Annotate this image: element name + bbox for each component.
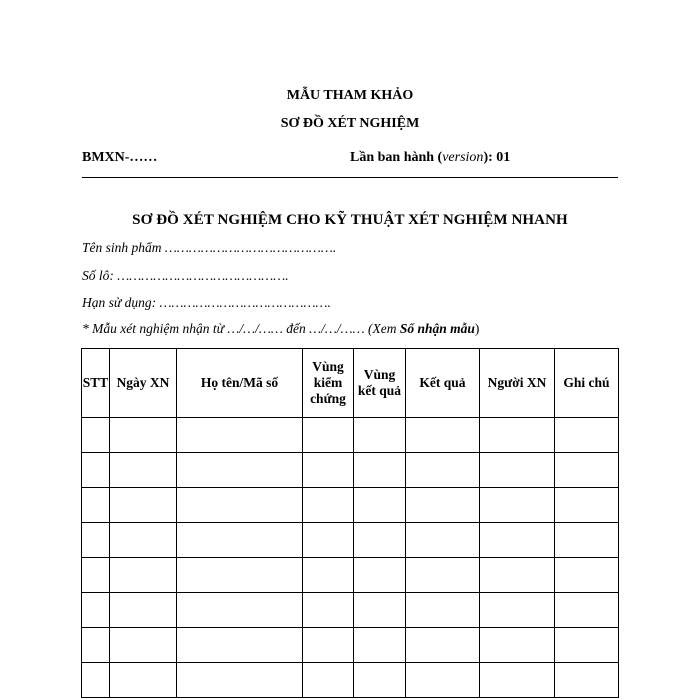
sample-note-suffix: ) bbox=[474, 321, 480, 336]
table-cell[interactable] bbox=[303, 663, 354, 698]
table-cell[interactable] bbox=[406, 628, 480, 663]
table-cell[interactable] bbox=[480, 558, 555, 593]
table-cell[interactable] bbox=[354, 558, 406, 593]
edition-number: ): 01 bbox=[483, 150, 511, 165]
table-cell[interactable] bbox=[110, 523, 177, 558]
edition-label: Lần ban hành ( bbox=[350, 150, 443, 165]
table-cell[interactable] bbox=[354, 523, 406, 558]
col-header-test-date: Ngày XN bbox=[110, 349, 177, 418]
table-cell[interactable] bbox=[354, 488, 406, 523]
table-cell[interactable] bbox=[406, 488, 480, 523]
table-cell[interactable] bbox=[354, 628, 406, 663]
table-cell[interactable] bbox=[110, 628, 177, 663]
table-cell[interactable] bbox=[303, 593, 354, 628]
table-cell[interactable] bbox=[82, 628, 110, 663]
table-cell[interactable] bbox=[303, 523, 354, 558]
table-cell[interactable] bbox=[555, 628, 619, 663]
table-cell[interactable] bbox=[406, 593, 480, 628]
col-header-stt: STT bbox=[82, 349, 110, 418]
table-cell[interactable] bbox=[480, 418, 555, 453]
table-cell[interactable] bbox=[303, 453, 354, 488]
table-cell[interactable] bbox=[555, 418, 619, 453]
table-cell[interactable] bbox=[82, 663, 110, 698]
col-header-name-code: Họ tên/Mã số bbox=[177, 349, 303, 418]
table-cell[interactable] bbox=[82, 488, 110, 523]
section-title: SƠ ĐỒ XÉT NGHIỆM CHO KỸ THUẬT XÉT NGHIỆM NHANH bbox=[132, 212, 568, 228]
expiry-field: Hạn sử dụng: ……………………………………. bbox=[82, 295, 331, 310]
table-cell[interactable] bbox=[555, 558, 619, 593]
table-row bbox=[82, 488, 619, 523]
table-cell[interactable] bbox=[354, 418, 406, 453]
table-cell[interactable] bbox=[177, 418, 303, 453]
table-cell[interactable] bbox=[177, 488, 303, 523]
table-cell[interactable] bbox=[354, 663, 406, 698]
table-cell[interactable] bbox=[177, 453, 303, 488]
table-cell[interactable] bbox=[406, 418, 480, 453]
table-cell[interactable] bbox=[303, 418, 354, 453]
table-cell[interactable] bbox=[177, 558, 303, 593]
table-cell[interactable] bbox=[480, 663, 555, 698]
table-cell[interactable] bbox=[480, 523, 555, 558]
edition-info bbox=[350, 150, 510, 166]
table-cell[interactable] bbox=[82, 558, 110, 593]
table-cell[interactable] bbox=[110, 453, 177, 488]
table-cell[interactable] bbox=[110, 663, 177, 698]
table-body bbox=[82, 418, 619, 698]
col-header-result: Kết quả bbox=[406, 349, 480, 418]
sample-note-prefix: * Mẫu xét nghiệm nhận từ …/…/…… đến …/…/…… (Xem bbox=[82, 321, 400, 336]
table-cell[interactable] bbox=[480, 628, 555, 663]
table-cell[interactable] bbox=[354, 453, 406, 488]
document-code: BMXN-…… bbox=[82, 150, 158, 165]
table-cell[interactable] bbox=[480, 593, 555, 628]
table-cell[interactable] bbox=[555, 663, 619, 698]
table-cell[interactable] bbox=[555, 453, 619, 488]
table-row bbox=[82, 628, 619, 663]
col-header-tester: Người XN bbox=[480, 349, 555, 418]
table-row bbox=[82, 453, 619, 488]
col-header-result-zone: Vùng kết quả bbox=[354, 349, 406, 418]
table-cell[interactable] bbox=[406, 453, 480, 488]
table-cell[interactable] bbox=[82, 523, 110, 558]
table-cell[interactable] bbox=[303, 558, 354, 593]
form-subtitle: SƠ ĐỒ XÉT NGHIỆM bbox=[280, 116, 420, 131]
table-cell[interactable] bbox=[110, 488, 177, 523]
table-cell[interactable] bbox=[555, 523, 619, 558]
table-row bbox=[82, 418, 619, 453]
col-header-notes: Ghi chú bbox=[555, 349, 619, 418]
table-row bbox=[82, 663, 619, 698]
table-cell[interactable] bbox=[110, 593, 177, 628]
form-title: MẪU THAM KHẢO bbox=[286, 88, 414, 103]
sample-note bbox=[82, 321, 479, 337]
test-log-table bbox=[81, 348, 619, 698]
table-cell[interactable] bbox=[354, 593, 406, 628]
table-cell[interactable] bbox=[177, 523, 303, 558]
table-cell[interactable] bbox=[177, 593, 303, 628]
table-cell[interactable] bbox=[110, 418, 177, 453]
table-cell[interactable] bbox=[82, 418, 110, 453]
sample-note-ref: Sổ nhận mẫu bbox=[399, 321, 475, 336]
table-row bbox=[82, 523, 619, 558]
col-header-control-zone: Vùng kiểm chứng bbox=[303, 349, 354, 418]
table-cell[interactable] bbox=[406, 523, 480, 558]
edition-version: version bbox=[442, 150, 484, 165]
table-row bbox=[82, 558, 619, 593]
table-cell[interactable] bbox=[82, 593, 110, 628]
table-cell[interactable] bbox=[555, 593, 619, 628]
table-cell[interactable] bbox=[82, 453, 110, 488]
table-cell[interactable] bbox=[110, 558, 177, 593]
table-cell[interactable] bbox=[303, 628, 354, 663]
table-cell[interactable] bbox=[406, 558, 480, 593]
table-cell[interactable] bbox=[555, 488, 619, 523]
table-cell[interactable] bbox=[177, 628, 303, 663]
table-cell[interactable] bbox=[406, 663, 480, 698]
table-header-row bbox=[82, 349, 619, 418]
product-name-field: Tên sinh phẩm ……………………………………. bbox=[82, 240, 337, 255]
table-cell[interactable] bbox=[177, 663, 303, 698]
table-cell[interactable] bbox=[480, 453, 555, 488]
table-row bbox=[82, 593, 619, 628]
header-divider bbox=[82, 177, 618, 178]
table-cell[interactable] bbox=[303, 488, 354, 523]
lot-number-field: Số lô: ……………………………………. bbox=[82, 268, 289, 283]
table-cell[interactable] bbox=[480, 488, 555, 523]
